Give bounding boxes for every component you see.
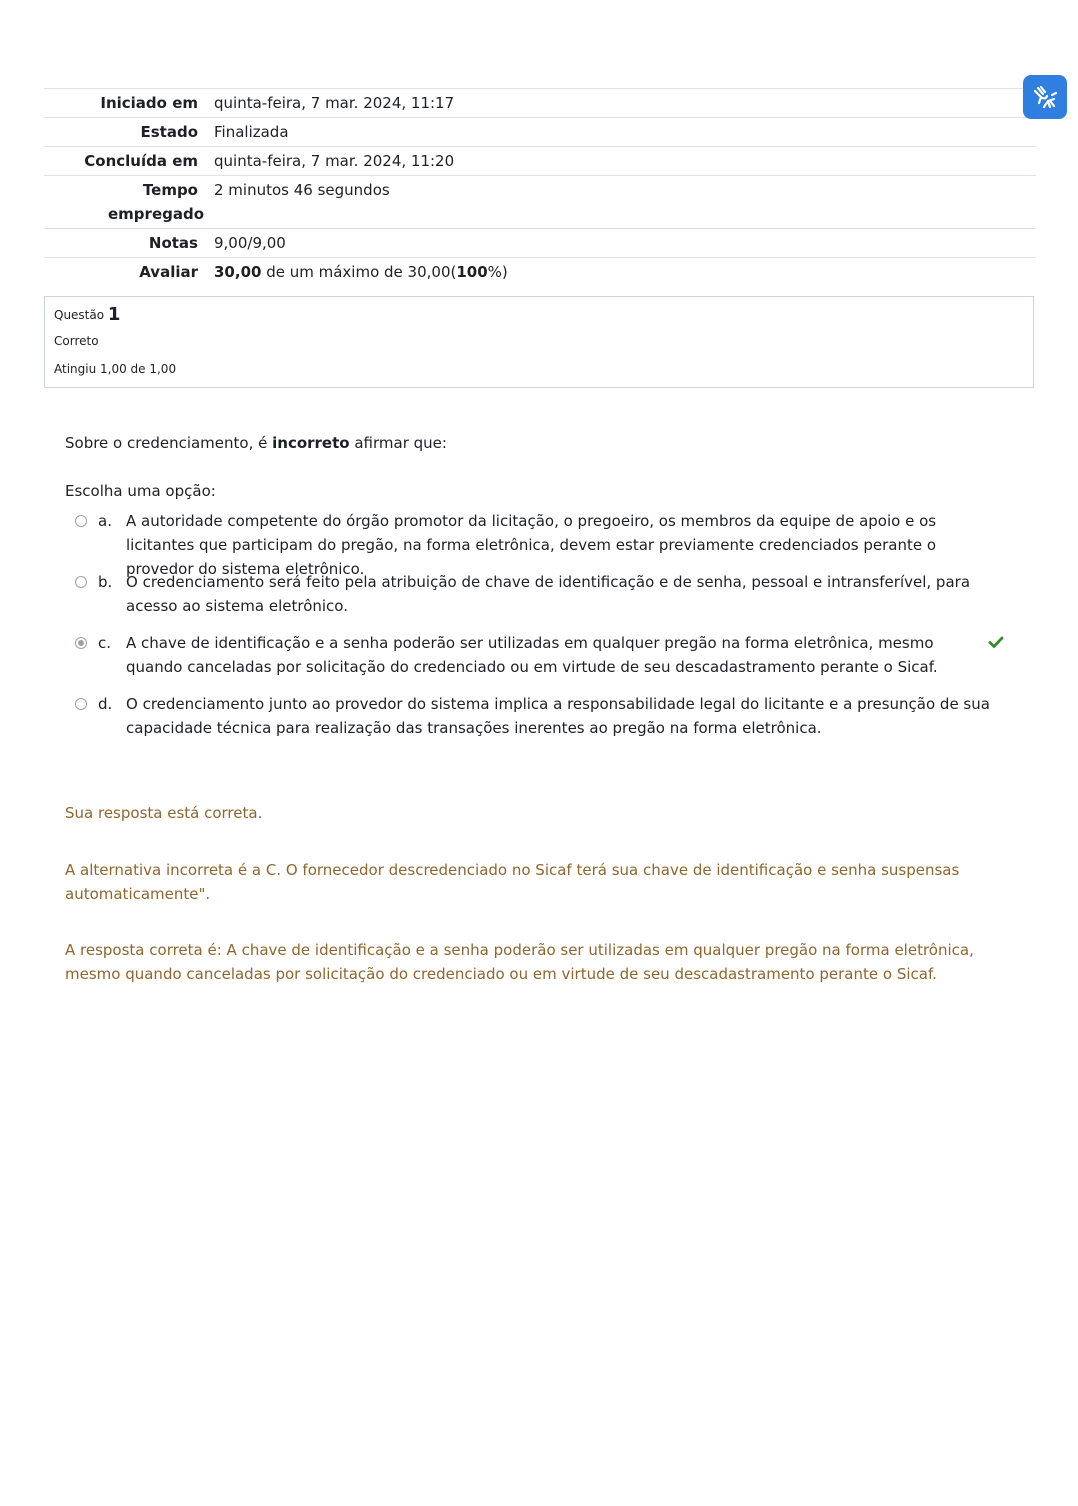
grade-end: %) — [487, 263, 508, 281]
grade-percent: 100 — [456, 263, 488, 281]
summary-label: Estado — [44, 118, 214, 147]
radio-button-selected[interactable] — [75, 637, 87, 649]
grade-mid: de um máximo de 30,00( — [261, 263, 457, 281]
summary-row-started — [44, 89, 1036, 118]
option-text: A autoridade competente do órgão promotor da licitação, o pregoeiro, os membros da equipe de apoio e os licitantes que participam do pregão, na forma eletrônica, devem estar previamente credenciados perante o provedor do sistema eletrônico. — [126, 512, 937, 578]
feedback-result: Sua resposta está correta. — [65, 804, 263, 822]
answer-prompt: Escolha uma opção: — [65, 482, 216, 500]
option-text: O credenciamento será feito pela atribuição de chave de identificação e de senha, pessoal e intransferível, para acesso ao sistema eletrônico. — [126, 573, 971, 615]
question-text-bold: incorreto — [272, 434, 350, 452]
question-prefix: Questão — [54, 308, 105, 322]
question-number-value: 1 — [107, 304, 121, 325]
question-state: Correto — [54, 334, 99, 348]
summary-label: Notas — [44, 229, 214, 258]
question-text — [65, 432, 447, 454]
option-letter: a. — [98, 512, 112, 530]
summary-value: 9,00/9,00 — [214, 229, 1036, 258]
radio-button[interactable] — [75, 698, 87, 710]
question-text-after: afirmar que: — [349, 434, 447, 452]
summary-row-completed — [44, 147, 1036, 176]
correct-check-icon — [988, 634, 1004, 650]
summary-value: Finalizada — [214, 118, 1036, 147]
option-letter: c. — [98, 634, 112, 652]
option-text: O credenciamento junto ao provedor do sistema implica a responsabilidade legal do licitante e a presunção de sua capacidade técnica para realização das transações inerentes ao pregão na forma eletrônica. — [126, 695, 990, 737]
summary-value — [214, 258, 1036, 287]
summary-value: quinta-feira, 7 mar. 2024, 11:20 — [214, 147, 1036, 176]
summary-row-grade — [44, 258, 1036, 287]
radio-button[interactable] — [75, 576, 87, 588]
summary-value: quinta-feira, 7 mar. 2024, 11:17 — [214, 89, 1036, 118]
question-number — [54, 303, 120, 327]
feedback-explanation: A alternativa incorreta é a C. O fornecedor descredenciado no Sicaf terá sua chave de identificação e senha suspensas automaticamente". — [65, 861, 960, 903]
summary-row-time — [44, 176, 1036, 229]
question-info-box — [44, 296, 1034, 388]
vlibras-accessibility-button[interactable] — [1023, 75, 1067, 119]
question-grade: Atingiu 1,00 de 1,00 — [54, 362, 177, 376]
summary-label: Iniciado em — [44, 89, 214, 118]
summary-row-marks — [44, 229, 1036, 258]
summary-label — [44, 176, 214, 229]
option-letter: b. — [98, 573, 113, 591]
option-letter: d. — [98, 695, 113, 713]
summary-row-state — [44, 118, 1036, 147]
summary-value: 2 minutos 46 segundos — [214, 176, 1036, 229]
question-text-before: Sobre o credenciamento, é — [65, 434, 273, 452]
option-text: A chave de identificação e a senha poderão ser utilizadas em qualquer pregão na forma eletrônica, mesmo quando canceladas por solicitação do credenciado ou em virtude de seu descadastramento perante o Sicaf. — [126, 634, 938, 676]
summary-label: Concluída em — [44, 147, 214, 176]
grade-value: 30,00 — [214, 263, 262, 281]
summary-label: Avaliar — [44, 258, 214, 287]
summary-label-text: Tempo empregado — [108, 181, 205, 223]
sign-language-hands-icon — [1030, 82, 1060, 112]
radio-button[interactable] — [75, 515, 87, 527]
attempt-summary-table — [44, 88, 1036, 286]
feedback-correct-answer: A resposta correta é: A chave de identificação e a senha poderão ser utilizadas em qualquer pregão na forma eletrônica, mesmo quando canceladas por solicitação do credenciado ou em virtude de seu descadastramento perante o Sicaf. — [65, 941, 974, 983]
